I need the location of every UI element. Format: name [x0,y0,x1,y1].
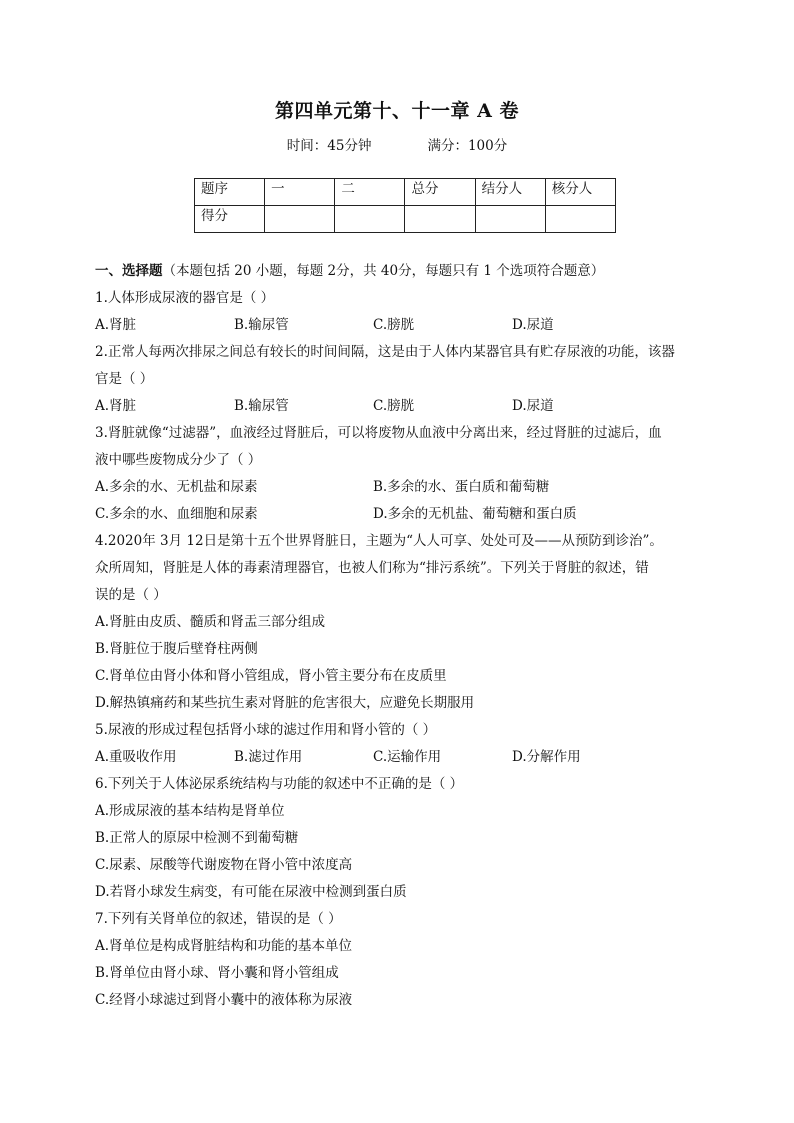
answer-option[interactable]: B.肾单位由肾小球、肾小囊和肾小管组成 [95,965,339,981]
answer-option[interactable]: A.肾脏 [95,398,137,414]
question-stem: 4.2020年 3月 12日是第十五个世界肾脏日，主题为“人人可享、处处可及——从预防到诊治”。 [95,533,663,549]
score-cell: 题序 [195,179,265,206]
section-title: 一、选择题 [95,263,163,279]
question-stem: 2.正常人每两次排尿之间总有较长的时间间隔，这是由于人体内某器官具有贮存尿液的功能，该器 [95,344,675,360]
answer-option[interactable]: D.多余的无机盐、葡萄糖和蛋白质 [373,506,577,522]
answer-option[interactable]: D.尿道 [512,317,554,333]
answer-option[interactable]: A.重吸收作用 [95,749,177,765]
answer-option[interactable]: C.膀胱 [373,398,415,414]
question-stem: 液中哪些废物成分少了（ ） [95,452,262,468]
question-stem: 5.尿液的形成过程包括肾小球的滤过作用和肾小管的（ ） [95,722,437,738]
option-row [95,501,707,528]
exam-full-score: 满分：100分 [427,138,508,154]
score-cell: 二 [335,179,405,206]
answer-option[interactable]: D.尿道 [512,398,554,414]
page-title: 第四单元第十、十一章 A 卷 [275,100,519,122]
answer-option[interactable]: D.分解作用 [512,749,581,765]
answer-option[interactable]: B.多余的水、蛋白质和葡萄糖 [373,479,550,495]
question-stem: 1.人体形成尿液的器官是（ ） [95,290,275,306]
score-input-cell[interactable] [335,206,405,233]
answer-option[interactable]: B.肾脏位于腹后壁脊柱两侧 [95,641,258,657]
question-stem: 6.下列关于人体泌尿系统结构与功能的叙述中不正确的是（ ） [95,776,464,792]
score-cell: 总分 [405,179,475,206]
score-input-cell[interactable] [265,206,335,233]
question-stem: 7.下列有关肾单位的叙述，错误的是（ ） [95,911,342,927]
score-cell: 核分人 [545,179,615,206]
answer-option[interactable]: C.多余的水、血细胞和尿素 [95,506,258,522]
question-stem: 众所周知，肾脏是人体的毒素清理器官，也被人们称为“排污系统”。下列关于肾脏的叙述，错 [95,560,649,576]
score-cell: 得分 [195,206,265,233]
answer-option[interactable]: C.运输作用 [373,749,442,765]
answer-option[interactable]: C.肾单位由肾小体和肾小管组成，肾小管主要分布在皮质里 [95,668,447,684]
score-cell: 一 [265,179,335,206]
answer-option[interactable]: D.若肾小球发生病变，有可能在尿液中检测到蛋白质 [95,884,407,900]
answer-option[interactable]: A.多余的水、无机盐和尿素 [95,479,258,495]
answer-option[interactable]: A.形成尿液的基本结构是肾单位 [95,803,285,819]
answer-option[interactable]: C.经肾小球滤过到肾小囊中的液体称为尿液 [95,992,353,1008]
option-row [95,744,707,771]
section-note: （本题包括 20 小题，每题 2分，共 40分，每题只有 1 个选项符合题意） [162,263,605,279]
question-stem: 3.肾脏就像“过滤器”，血液经过肾脏后，可以将废物从血液中分离出来，经过肾脏的过滤后，血 [95,425,662,441]
answer-option[interactable]: C.尿素、尿酸等代谢废物在肾小管中浓度高 [95,857,353,873]
score-input-cell[interactable] [545,206,615,233]
answer-option[interactable]: A.肾脏 [95,317,137,333]
answer-option[interactable]: C.膀胱 [373,317,415,333]
answer-option[interactable]: A.肾脏由皮质、髓质和肾盂三部分组成 [95,614,326,630]
answer-option[interactable]: B.滤过作用 [234,749,303,765]
exam-info [0,134,794,154]
answer-option[interactable]: B.输尿管 [234,317,289,333]
option-row [95,474,707,501]
question-stem: 官是（ ） [95,371,154,387]
score-input-cell[interactable] [475,206,545,233]
score-table [194,178,616,233]
answer-option[interactable]: D.解热镇痛药和某些抗生素对肾脏的危害很大，应避免长期服用 [95,695,475,711]
score-cell: 结分人 [475,179,545,206]
answer-option[interactable]: B.输尿管 [234,398,289,414]
score-table-score-row [195,206,616,233]
score-table-header-row [195,179,616,206]
question-list [95,258,707,1014]
answer-option[interactable]: A.肾单位是构成肾脏结构和功能的基本单位 [95,938,353,954]
question-stem: 误的是（ ） [95,587,167,603]
score-input-cell[interactable] [405,206,475,233]
answer-option[interactable]: B.正常人的原尿中检测不到葡萄糖 [95,830,299,846]
option-row [95,312,707,339]
option-row [95,393,707,420]
section-heading [95,258,707,285]
exam-time: 时间：45分钟 [286,138,372,154]
